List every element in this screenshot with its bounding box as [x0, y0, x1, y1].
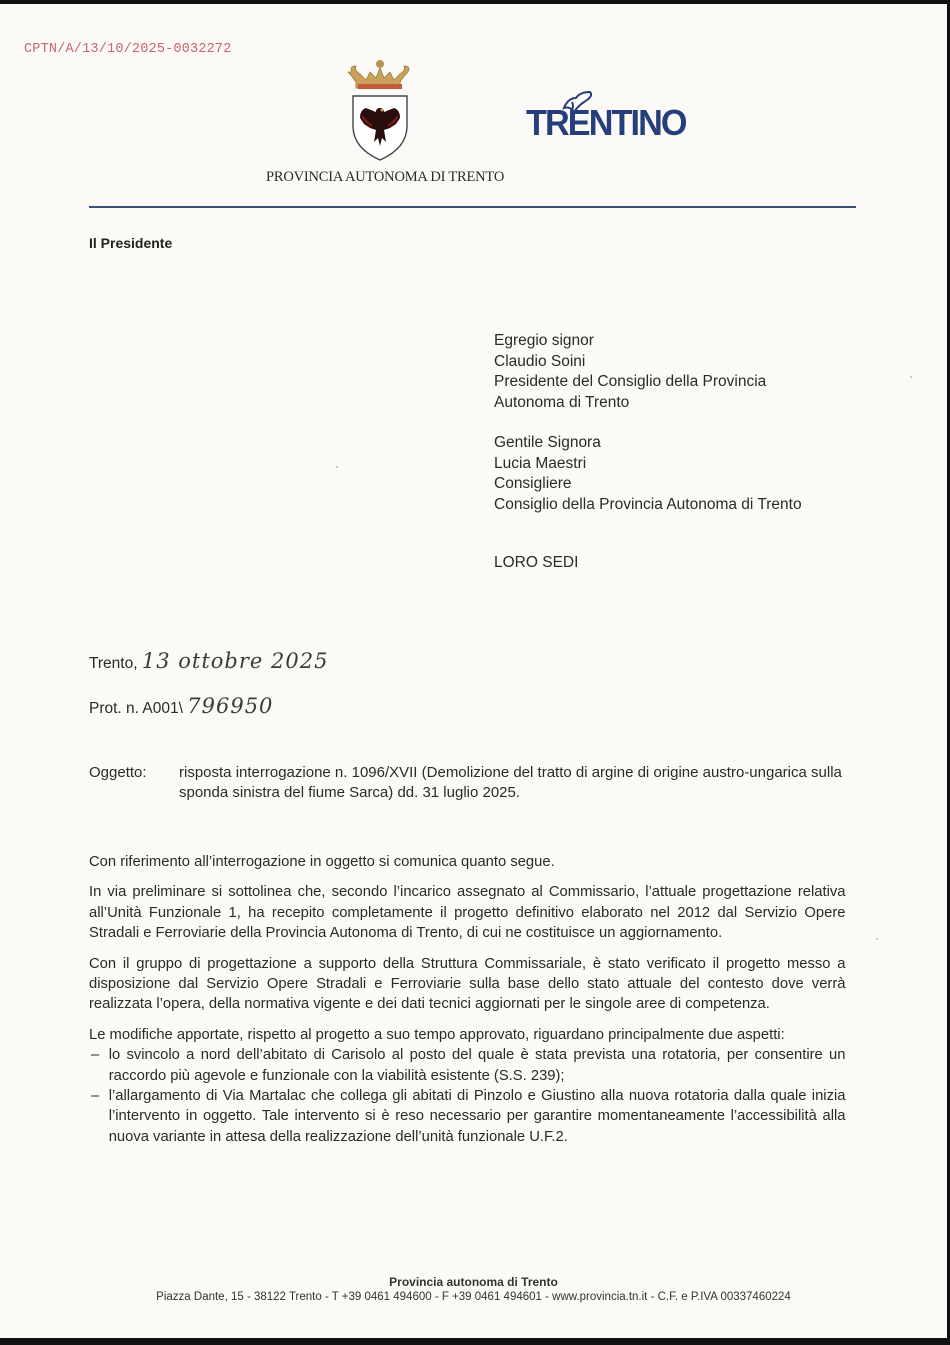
recipient-2 — [494, 433, 802, 515]
handwritten-date: 13 ottobre 2025 — [141, 649, 329, 673]
trentino-wordmark: TRENTINO — [526, 102, 686, 143]
modifications-list — [89, 1045, 845, 1147]
body-paragraph: Le modifiche apportate, rispetto al progetto a suo tempo approvato, riguardano principalmente due aspetti: — [89, 1025, 785, 1043]
coat-of-arms-icon — [348, 58, 412, 162]
recipient-name: Claudio Soini — [494, 352, 586, 370]
letter-page — [0, 4, 947, 1338]
trentino-logo — [526, 90, 686, 150]
recipient-organization: Consiglio della Provincia Autonoma di Trento — [494, 495, 802, 513]
recipient-salutation: Gentile Signora — [494, 434, 601, 451]
recipient-salutation: Egregio signor — [494, 332, 594, 349]
footer-address: Piazza Dante, 15 - 38122 Trento - T +39 0461 494600 - F +39 0461 494601 - www.provincia.tn.it - C.F. e P.IVA 00337460224 — [156, 1291, 791, 1303]
date-label: Trento, — [89, 655, 138, 672]
letterhead-footer — [0, 1275, 947, 1303]
subject-text: risposta interrogazione n. 1096/XVII (Demolizione del tratto di argine di origine austro-ungarica sulla sponda sinistra del fiume Sarca) dd. 31 luglio 2025. — [179, 764, 842, 801]
body-paragraph: Con il gruppo di progettazione a supporto della Struttura Commissariale, è stato verificato il progetto messo a disposizione dal Servizio Opere Stradali e Ferroviarie sulla base dello stato attuale del contesto dove verrà realizzata l’opera, della normativa vigente e dei dati tecnici aggiornati per le singole aree di competenza. — [89, 954, 846, 1013]
scan-speck — [876, 938, 878, 940]
recipient-role-cont: Autonoma di Trento — [494, 393, 630, 411]
letter-body — [89, 852, 845, 1147]
protocol-label: Prot. n. A001\ — [89, 700, 183, 717]
loro-sedi: LORO SEDI — [494, 554, 579, 571]
footer-title: Provincia autonoma di Trento — [389, 1275, 558, 1289]
recipient-1 — [494, 331, 802, 413]
body-paragraph: Con riferimento all’interrogazione in oggetto si comunica quanto segue. — [89, 853, 555, 870]
protocol-line — [89, 694, 273, 718]
recipient-name: Lucia Maestri — [494, 454, 587, 472]
scan-speck — [910, 376, 912, 378]
date-line — [89, 649, 328, 673]
protocol-stamp: CPTN/A/13/10/2025-0032272 — [24, 42, 232, 57]
scan-speck — [336, 466, 338, 468]
body-paragraph: In via preliminare si sottolinea che, secondo l’incarico assegnato al Commissario, l’attuale progettazione relativa all’Unità Funzionale 1, ha recepito completamente il progetto definitivo elaborato nel 2012 dal Servizio Opere Stradali e Ferroviarie della Provincia Autonoma di Trento, di cui ne costituisce un aggiornamento. — [89, 883, 846, 942]
recipient-role: Presidente del Consiglio della Provincia — [494, 373, 767, 390]
province-name: PROVINCIA AUTONOMA DI TRENTO — [266, 169, 505, 185]
list-item: – lo svincolo a nord dell’abitato di Carisolo al posto del quale è stata prevista una rotatoria, per consentire un raccordo più agevole e funzionale con la viabilità esistente (S.S. 239); — [89, 1045, 845, 1086]
handwritten-protocol-number: 796950 — [187, 694, 274, 718]
subject — [89, 763, 859, 803]
sender-title: Il Presidente — [89, 235, 173, 251]
list-item: – l’allargamento di Via Martalac che collega gli abitati di Pinzolo e Giustino alla nuova rotatoria dalla quale inizia l’intervento in oggetto. Tale intervento si è reso necessario per garantire momentaneamente l’accessibilità alla nuova variante in attesa della realizzazione dell’unità funzionale U.F.2. — [89, 1086, 845, 1147]
header-divider — [89, 206, 856, 208]
recipient-role: Consigliere — [494, 475, 572, 492]
subject-label: Oggetto: — [89, 764, 147, 781]
recipients-block — [494, 331, 802, 535]
